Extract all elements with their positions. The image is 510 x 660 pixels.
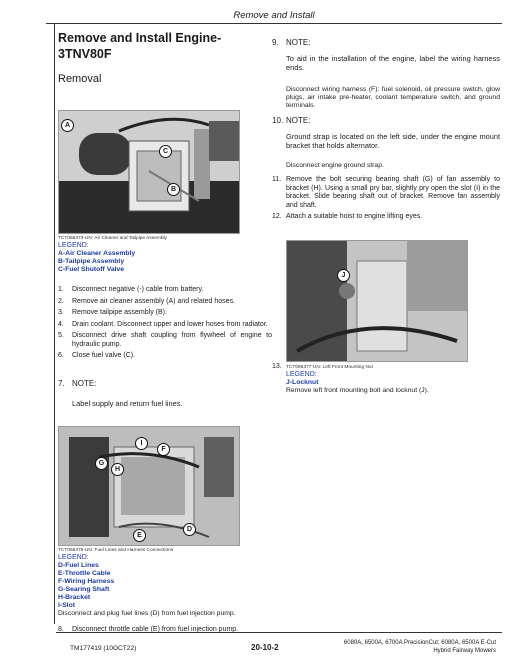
figure3-caption: TCT066377-UN: Left Front Mounting Nut bbox=[286, 364, 373, 370]
doc-id: TM177419 (10OCT22) bbox=[70, 645, 137, 652]
note-10-body: Ground strap is located on the left side, under the engine mount bracket that holds alternator. bbox=[286, 132, 500, 150]
left-column bbox=[58, 30, 272, 637]
legend-item: F-Wiring Harness bbox=[58, 577, 115, 585]
step-item: 5. Disconnect drive shaft coupling from flywheel of engine to hydraulic pump. bbox=[58, 332, 272, 348]
callout-a: A bbox=[61, 119, 74, 132]
note-7: 7. NOTE: bbox=[58, 378, 97, 388]
running-header: Remove and Install bbox=[46, 10, 502, 24]
step-item: 6. Close fuel valve (C). bbox=[58, 352, 136, 359]
callout-b: B bbox=[167, 183, 180, 196]
section-subtitle: Removal bbox=[58, 73, 102, 85]
legend-item: I-Slot bbox=[58, 601, 75, 609]
step-item: 2. Remove air cleaner assembly (A) and related hoses. bbox=[58, 297, 236, 305]
model-info: 6080A, 6500A, 6700A PrecisionCut; 6080A, 6500A E-Cut Hybrid Fairway Mowers bbox=[343, 640, 496, 654]
callout-d: D bbox=[183, 523, 196, 536]
engine-illustration bbox=[59, 111, 240, 234]
page-footer bbox=[56, 632, 502, 656]
figure3-meta bbox=[272, 363, 500, 371]
callout-h: H bbox=[111, 463, 124, 476]
legend-item: C-Fuel Shutoff Valve bbox=[58, 266, 125, 273]
legend-item: H-Bracket bbox=[58, 593, 91, 601]
legend-item: E-Throttle Cable bbox=[58, 569, 111, 577]
page-number: 20-10-2 bbox=[251, 643, 279, 652]
left-margin-rule bbox=[54, 24, 55, 624]
note-9: 9. NOTE: bbox=[272, 38, 311, 47]
legend-item: G-Searing Shaft bbox=[58, 585, 110, 593]
step-item: 1. Disconnect negative (-) cable from battery. bbox=[58, 286, 204, 293]
step-13-num: 13. bbox=[272, 362, 282, 370]
figure2-caption: TCT066375-UN: Fuel Lines and Harness Connections bbox=[58, 547, 174, 553]
callout-c: C bbox=[159, 145, 172, 158]
figure3-legend bbox=[286, 371, 500, 395]
step-item: 4. Drain coolant. Disconnect upper and lower hoses from radiator. bbox=[58, 320, 268, 328]
callout-j: J bbox=[337, 269, 350, 282]
note-7-body: Label supply and return fuel lines. bbox=[72, 398, 183, 408]
removal-steps bbox=[58, 286, 272, 361]
callout-i: I bbox=[135, 437, 148, 450]
section-title: Remove and Install Engine-3TNV80F bbox=[58, 31, 222, 61]
figure3-legend-title: LEGEND: bbox=[286, 370, 317, 378]
figure2-after-text: Disconnect and plug fuel lines (D) from fuel injection pump. bbox=[58, 609, 236, 617]
callout-e: E bbox=[133, 529, 146, 542]
right-column bbox=[272, 30, 500, 395]
legend-item: B-Tailpipe Assembly bbox=[58, 258, 125, 265]
step-12: 12. Attach a suitable hoist to engine lifting eyes. bbox=[272, 213, 423, 220]
figure-air-cleaner-photo bbox=[58, 110, 240, 234]
mounting-nut-illustration bbox=[287, 241, 468, 362]
callout-f: F bbox=[157, 443, 170, 456]
legend-item: A-Air Cleaner Assembly bbox=[58, 250, 136, 257]
note-9-body: To aid in the installation of the engine, label the wiring harness ends. bbox=[286, 54, 500, 72]
callout-g: G bbox=[95, 457, 108, 470]
figure1-caption: TCT066373-UN: Air Cleaner and Tailpipe Assembly bbox=[58, 236, 167, 241]
note-9-after: Disconnect wiring harness (F): fuel solenoid, oil pressure switch, glow plugs, air intake pre-heater, coolant temperature switch, and ground terminals. bbox=[286, 86, 500, 109]
figure1-legend-title: LEGEND: bbox=[58, 242, 89, 249]
fuel-lines-illustration bbox=[59, 427, 240, 546]
step-8: 8. Disconnect throttle cable (E) from fuel injection pump. bbox=[58, 625, 239, 633]
figure2-legend-title: LEGEND: bbox=[58, 553, 89, 561]
note-10: 10. NOTE: bbox=[272, 116, 311, 125]
note-10-after: Disconnect engine ground strap. bbox=[286, 162, 384, 169]
figure-fuel-lines-photo bbox=[58, 426, 240, 546]
figure3-after-text: Remove left front mounting bolt and locknut (J). bbox=[286, 386, 429, 394]
step-item: 3. Remove tailpipe assembly (B). bbox=[58, 309, 167, 316]
step-11: 11. Remove the bolt securing bearing shaft (G) of fan assembly to bracket (H). Using a small pry bar, slightly pry open the slot (I) in the bracket. Slide bearing shaft out of bracket. Remove fan assembly and shaft. bbox=[272, 176, 500, 209]
legend-item: D-Fuel Lines bbox=[58, 561, 99, 569]
figure-mounting-nut-photo bbox=[286, 240, 468, 362]
legend-item: J-Locknut bbox=[286, 378, 319, 386]
